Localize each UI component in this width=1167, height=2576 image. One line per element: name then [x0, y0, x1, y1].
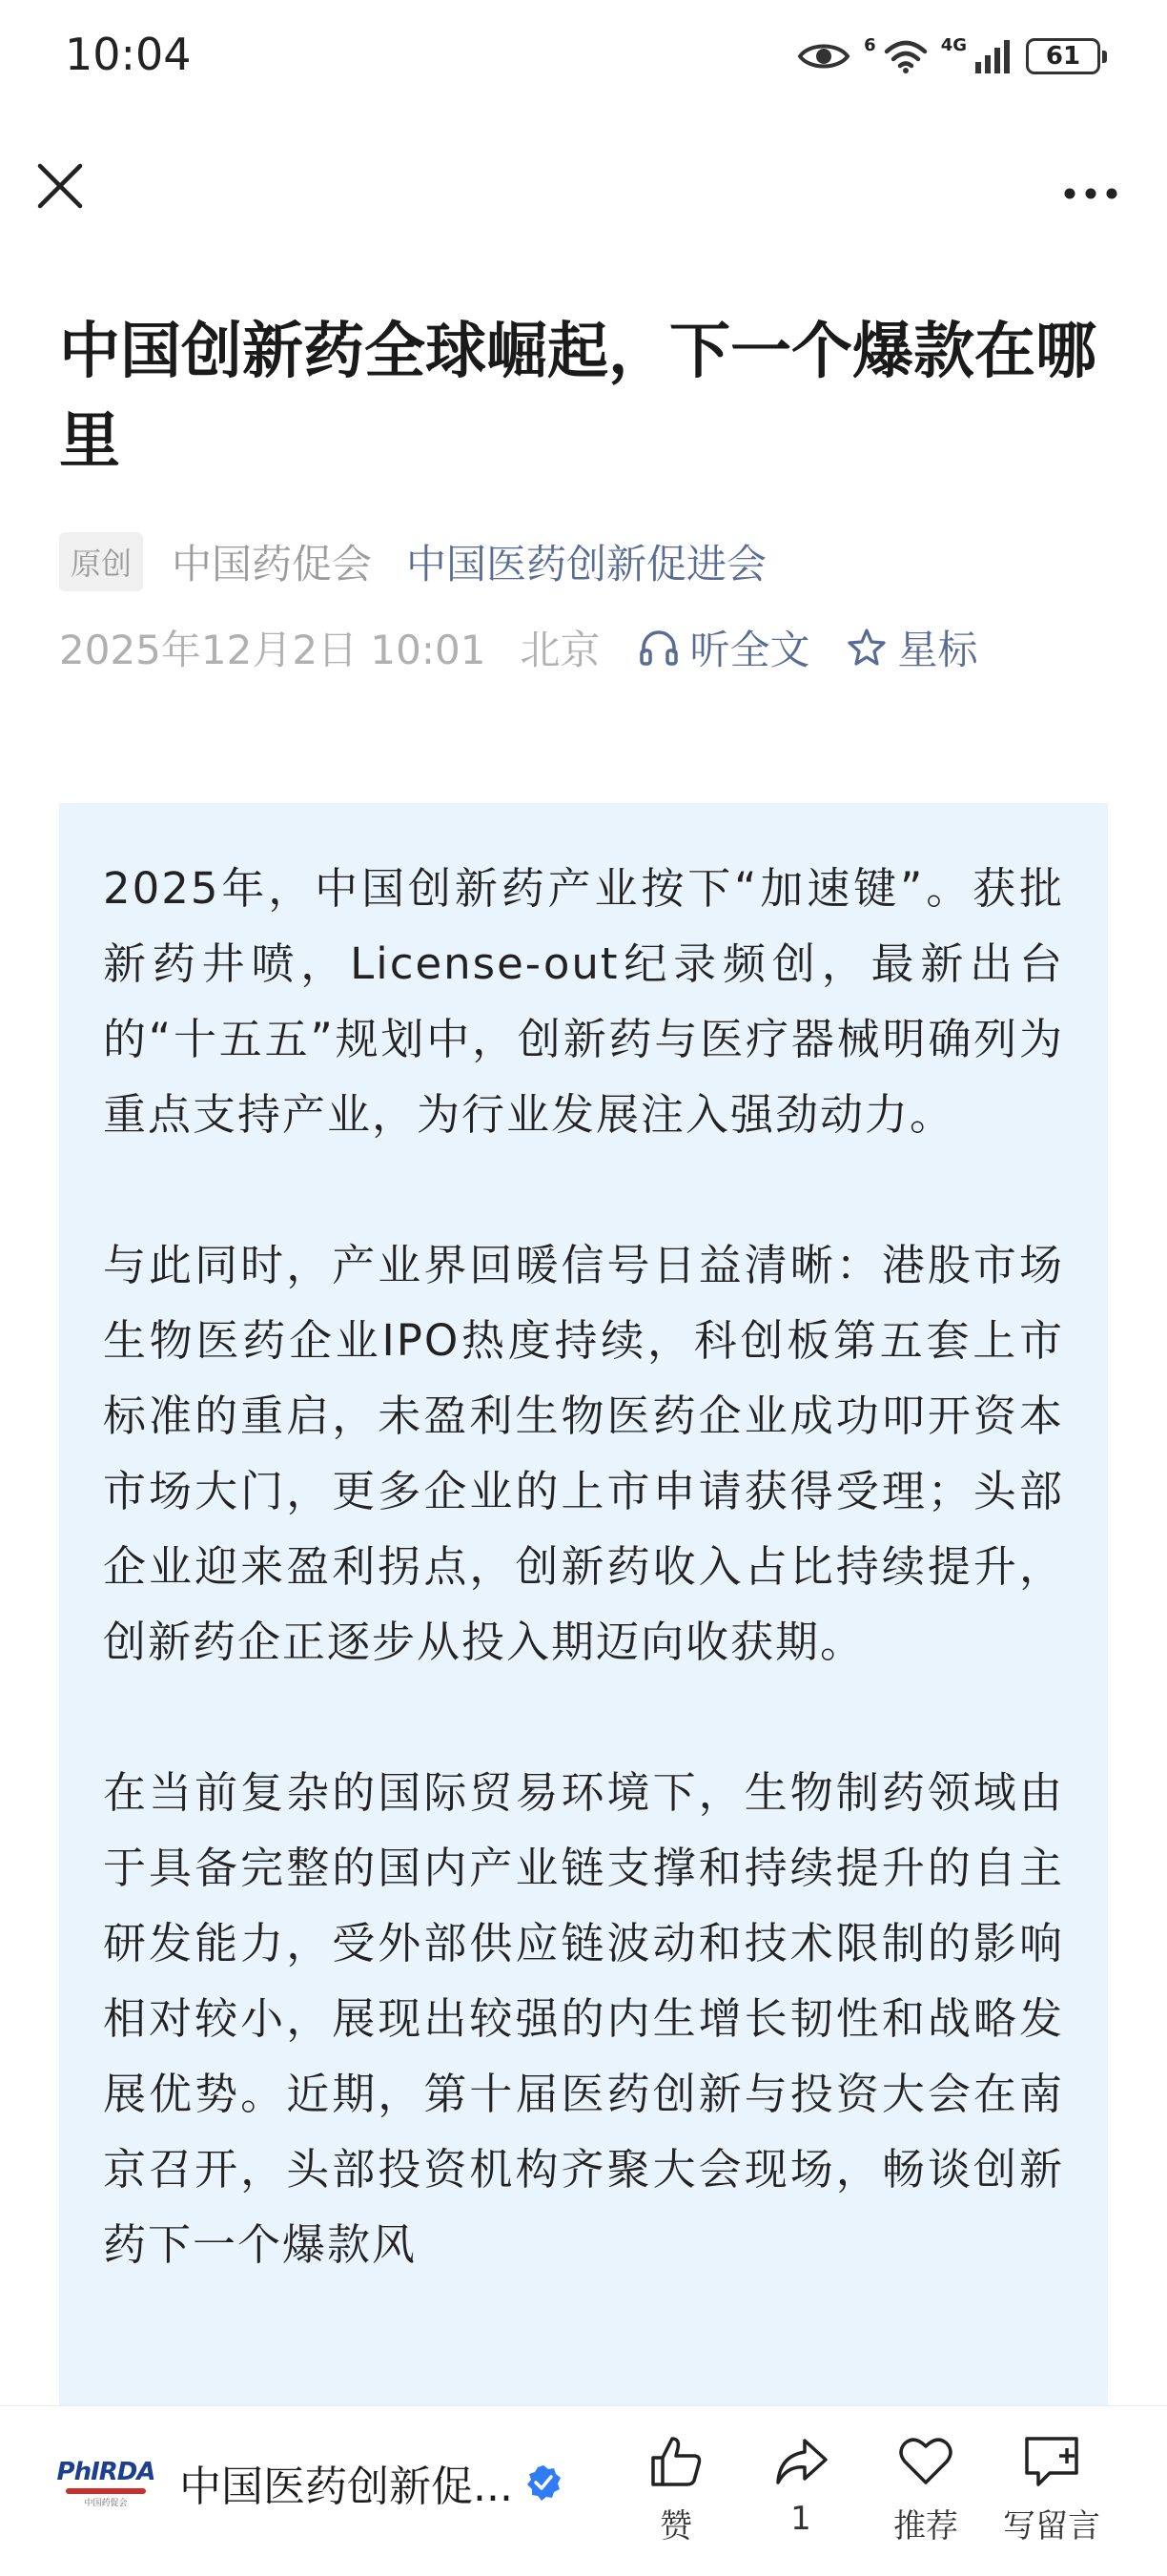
share-count: 1 [790, 2500, 811, 2538]
recommend-label: 推荐 [893, 2507, 958, 2545]
battery-level: 61 [1045, 42, 1081, 71]
battery-icon [1026, 38, 1100, 74]
more-icon [1053, 153, 1129, 219]
account-link[interactable]: 中国医药创新促进会 [406, 541, 768, 587]
cell-signal-icon [974, 39, 1013, 73]
status-time: 10:04 [65, 29, 192, 80]
more-button[interactable] [1053, 153, 1129, 219]
cell-generation-label: 4G [940, 34, 967, 55]
verified-icon [524, 2463, 563, 2502]
article-paragraph: 与此同时，产业界回暖信号日益清晰：港股市场生物医药企业IPO热度持续，科创板第五套上市标准的重启，未盈利生物医药企业成功叩开资本市场大门，更多企业的上市申请获得受理；头部企业迎来盈利拐点，创新药收入占比持续提升，创新药企正逐步从投入期迈向收获期。 [103, 1240, 1064, 1667]
share-icon [770, 2431, 831, 2492]
article-title: 中国创新药全球崛起，下一个爆款在哪里 [59, 317, 1096, 477]
logo-subtext: 中国药促会 [84, 2498, 128, 2508]
publish-date: 2025年12月2日 10:01 [59, 627, 486, 673]
listen-label: 听全文 [689, 627, 810, 673]
author-name: 中国药促会 [172, 541, 373, 587]
account-card[interactable] [56, 2452, 563, 2513]
account-name: 中国医药创新促... [179, 2463, 513, 2511]
listen-button[interactable] [638, 619, 809, 676]
article-paragraph: 在当前复杂的国际贸易环境下，生物制药领域由于具备完整的国内产业链支撑和持续提升的自主研发能力，受外部供应链波动和技术限制的影响相对较小，展现出较强的内生增长韧性和战略发展优势。近期，第十届医药创新与投资大会在南京召开，头部投资机构齐聚大会现场，畅谈创新药下一个爆款风 [103, 1767, 1064, 2270]
star-label: 星标 [897, 627, 978, 673]
like-label: 赞 [660, 2507, 692, 2545]
original-badge: 原创 [59, 532, 143, 591]
heart-icon [895, 2431, 956, 2492]
account-logo [56, 2456, 155, 2509]
thumbs-up-icon [645, 2431, 706, 2492]
star-icon [846, 627, 888, 669]
star-button[interactable] [846, 619, 977, 676]
wifi-icon [884, 38, 928, 74]
recommend-button[interactable] [869, 2431, 983, 2546]
wifi-generation-label: 6 [864, 34, 876, 55]
write-comment-button[interactable] [994, 2431, 1109, 2546]
logo-text: PhIRDA [56, 2457, 155, 2486]
status-icons [797, 32, 1100, 80]
comment-icon [1021, 2431, 1082, 2492]
close-icon [27, 153, 93, 219]
top-bar [0, 143, 1167, 229]
bottom-action-bar [0, 2405, 1167, 2576]
headphones-icon [638, 627, 680, 669]
article-meta-date [59, 616, 978, 679]
article-content-inner [59, 803, 1108, 2282]
like-button[interactable] [619, 2431, 733, 2546]
status-bar [0, 0, 1167, 114]
comment-label: 写留言 [1003, 2507, 1100, 2545]
article-paragraph: 2025年，中国创新药产业按下“加速键”。获批新药井喷，License-out纪录频创，最新出台的“十五五”规划中，创新药与医疗器械明确列为重点支持产业，为行业发展注入强劲动力。 [103, 863, 1064, 1140]
close-button[interactable] [27, 153, 93, 219]
article-content [59, 803, 1108, 2405]
eye-icon [797, 40, 850, 72]
share-button[interactable] [744, 2431, 858, 2538]
publish-location: 北京 [520, 627, 601, 673]
logo-swoosh [66, 2488, 146, 2494]
article-meta-source [59, 530, 767, 593]
